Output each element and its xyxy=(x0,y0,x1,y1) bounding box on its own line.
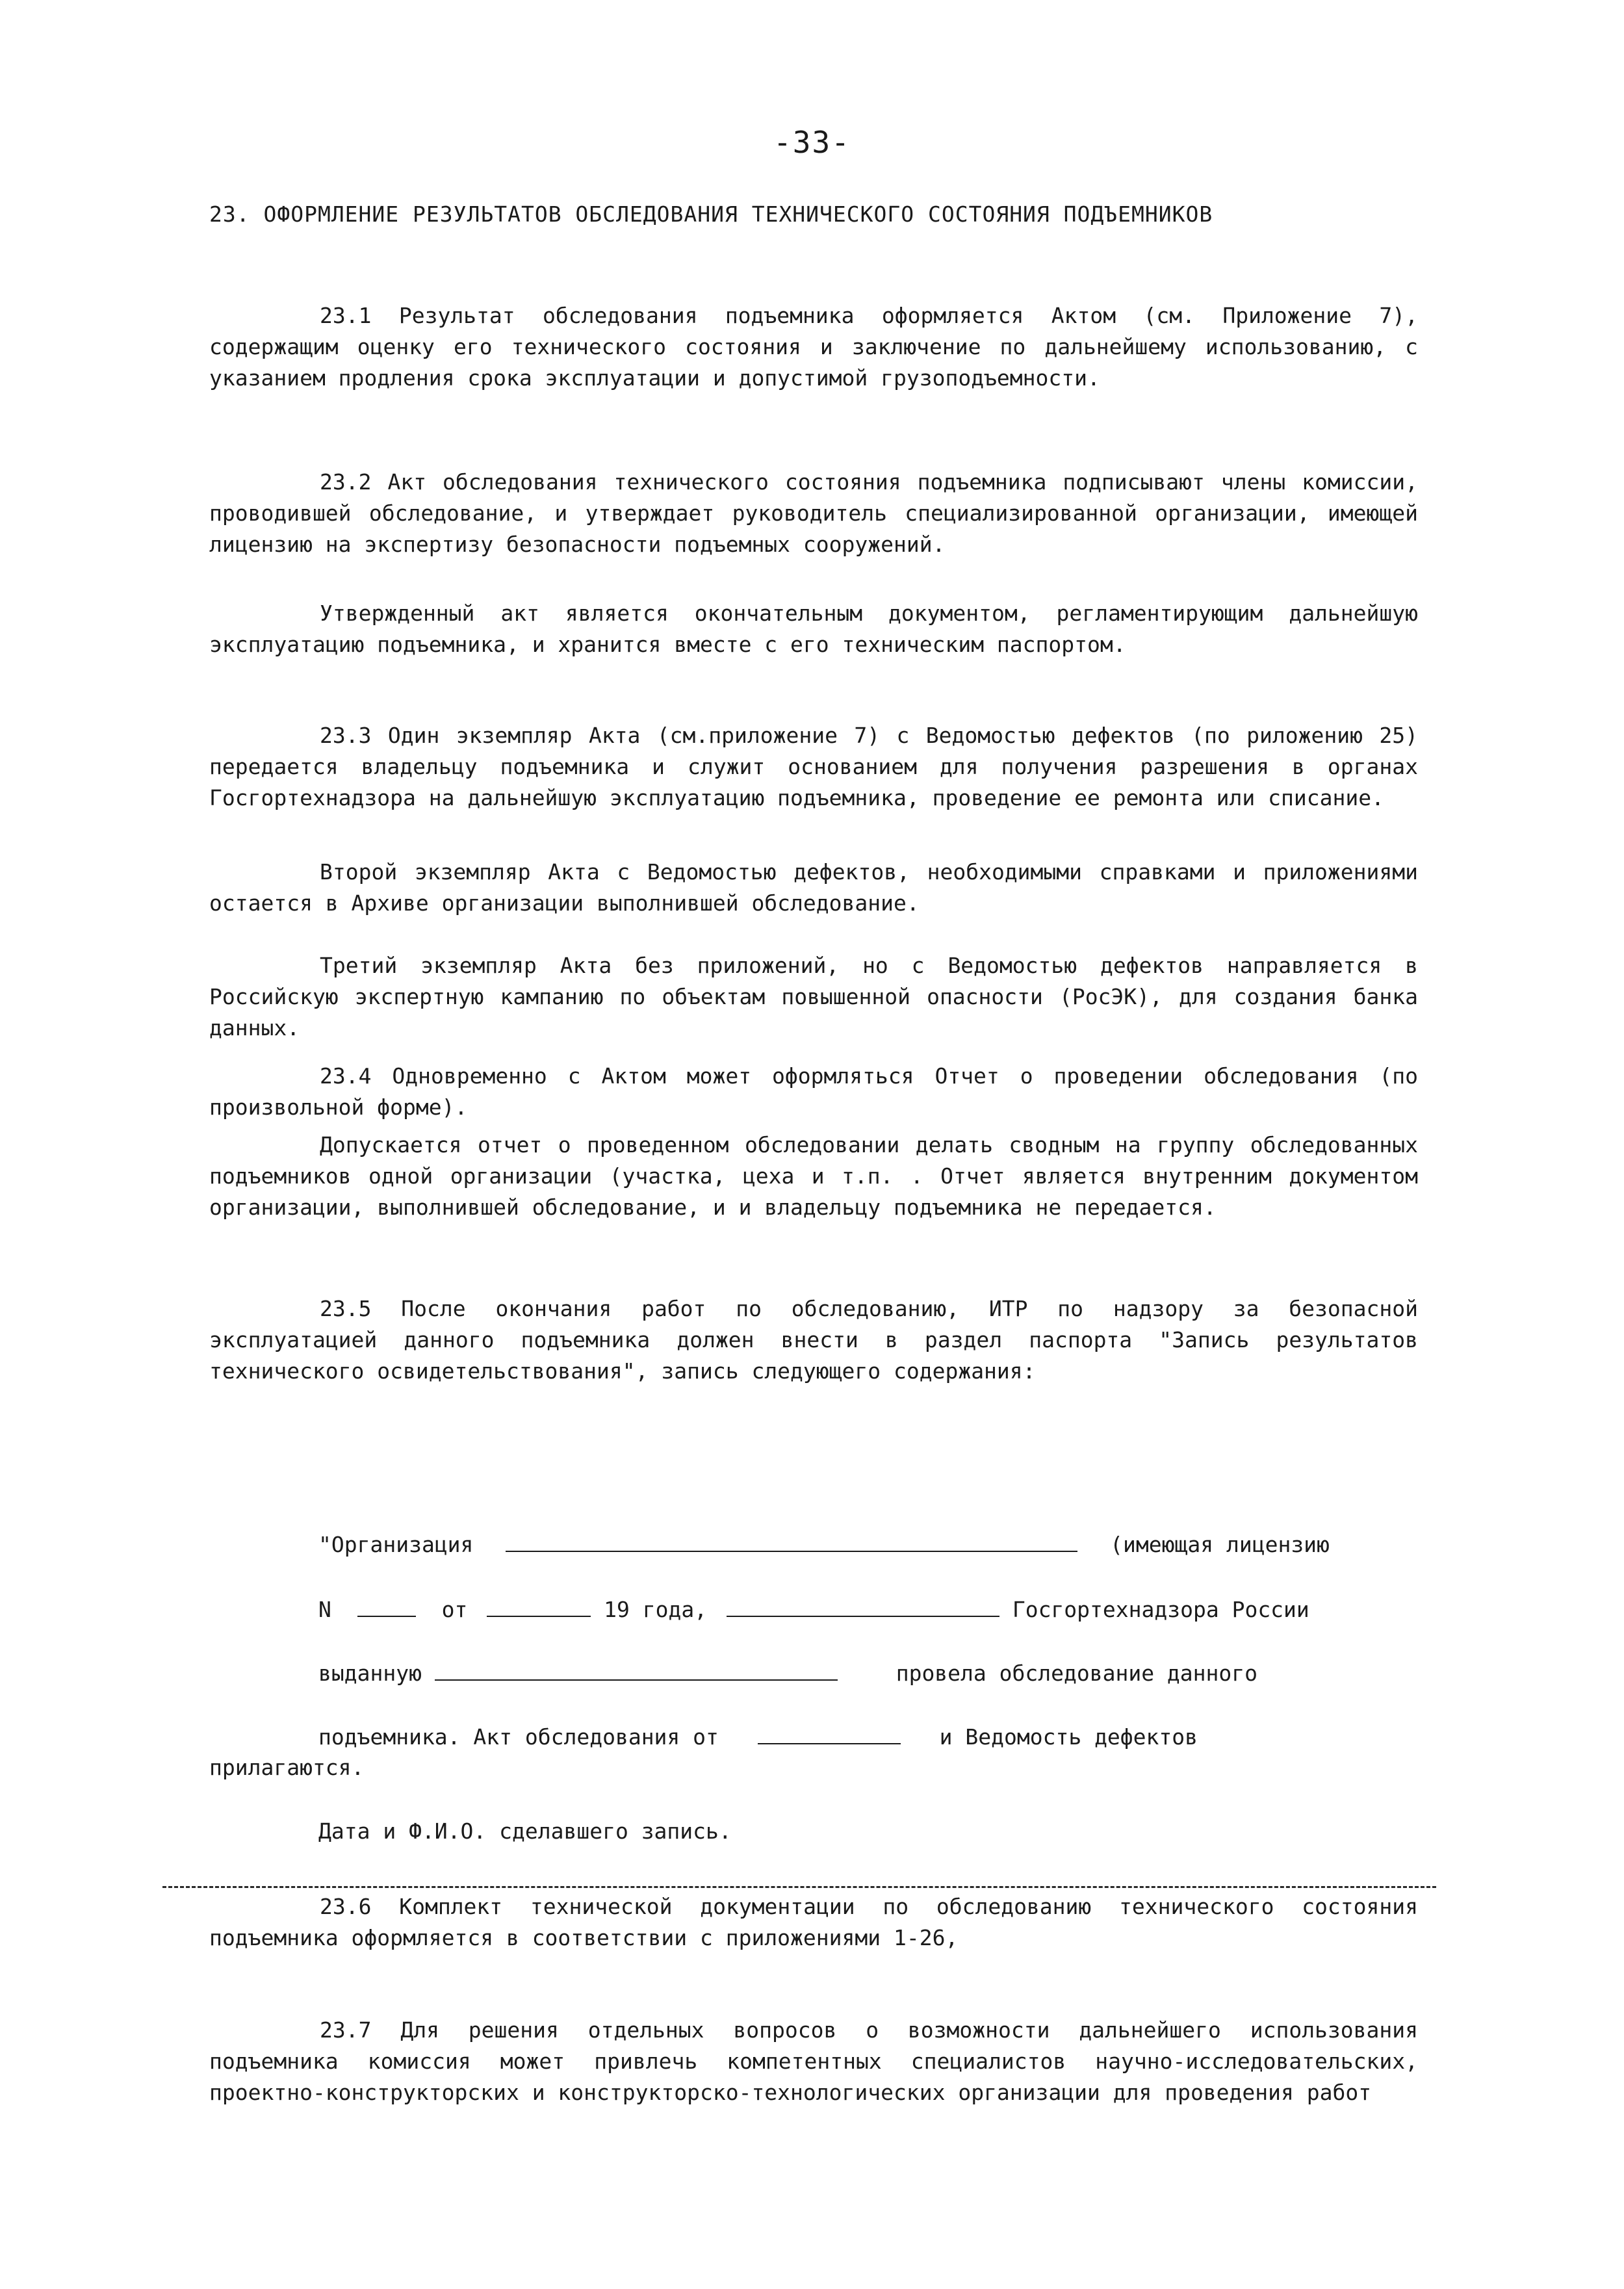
from-label: от xyxy=(441,1597,468,1622)
form-row-license-number xyxy=(318,1594,1309,1625)
date-blank xyxy=(487,1594,591,1617)
paragraph-23-1: 23.1 Результат обследования подъемника оформляется Актом (см. Приложение 7), содержащим оценку его технического состояния и заключение по дальнейшему использованию, с указанием продления срока эксплуатации и допустимой грузоподъемности. xyxy=(209,303,1418,391)
form-row-signature xyxy=(318,1816,732,1847)
number-blank xyxy=(357,1594,416,1617)
form-row-organization xyxy=(318,1529,1330,1560)
form-row-lift-act xyxy=(318,1721,1198,1753)
separator-line xyxy=(162,1886,1436,1888)
paragraph-23-2-approved: Утвержденный акт является окончательным документом, регламентирующим дальнейшую эксплуатацию подъемника, и хранится вместе с его техническим паспортом. xyxy=(209,601,1418,657)
defects-label: и Ведомость дефектов xyxy=(939,1724,1198,1750)
issued-blank xyxy=(435,1657,838,1681)
authority-label: Госгортехнадзора России xyxy=(1012,1597,1309,1622)
paragraph-23-6: 23.6 Комплект технической документации по обследованию технического состояния подъемника оформляется в соответствии с приложениями 1-26, xyxy=(209,1894,1418,1950)
act-date-blank xyxy=(758,1721,901,1744)
authority-blank xyxy=(727,1594,999,1617)
paragraph-23-5: 23.5 После окончания работ по обследованию, ИТР по надзору за безопасной эксплуатацией данного подъемника должен внести в раздел паспорта "Запись результатов технического освидетельствования", запись следующего содержания: xyxy=(209,1296,1418,1384)
year-label: 19 года, xyxy=(604,1597,708,1622)
lift-act-label: подъемника. Акт обследования от xyxy=(318,1724,719,1750)
organization-label: "Организация xyxy=(318,1532,474,1557)
paragraph-23-7: 23.7 Для решения отдельных вопросов о возможности дальнейшего использования подъемника комиссия может привлечь компетентных специалистов научно-исследовательских, проектно-конструкторских и конструкторско-технологических организации для проведения работ xyxy=(209,2017,1418,2105)
paragraph-23-3-second-copy: Второй экземпляр Акта с Ведомостью дефектов, необходимыми справками и приложениями остается в Архиве организации выполнившей обследование. xyxy=(209,859,1418,916)
paragraph-23-2: 23.2 Акт обследования технического состояния подъемника подписывают члены комиссии, проводившей обследование, и утверждает руководитель специализированной организации, имеющей лицензию на экспертизу безопасности подъемных сооружений. xyxy=(209,469,1418,557)
paragraph-23-3: 23.3 Один экземпляр Акта (см.приложение 7) с Ведомостью дефектов (по риложению 25) передается владельцу подъемника и служит основанием для получения разрешения в органах Госгортехнадзора на дальнейшую эксплуатацию подъемника, проведение ее ремонта или списание. xyxy=(209,723,1418,810)
issued-label: выданную xyxy=(318,1661,422,1686)
form-row-attached xyxy=(209,1752,364,1783)
attached-label: прилагаются. xyxy=(209,1755,365,1780)
page-number: -33- xyxy=(773,125,851,160)
paragraph-23-4-report: Допускается отчет о проведенном обследовании делать сводным на группу обследованных подъемников одной организации (участка, цеха и т.п. . Отчет является внутренним документом организации, выполнившей обследование, и и владельцу подъемника не передается. xyxy=(209,1132,1418,1220)
form-row-issued xyxy=(318,1657,1257,1689)
conducted-label: провела обследование данного xyxy=(896,1661,1257,1686)
paragraph-23-3-third-copy: Третий экземпляр Акта без приложений, но с Ведомостью дефектов направляется в Российскую экспертную кампанию по объектам повышенной опасности (РосЭК), для создания банка данных. xyxy=(209,953,1418,1041)
section-heading: 23. ОФОРМЛЕНИЕ РЕЗУЛЬТАТОВ ОБСЛЕДОВАНИЯ ТЕХНИЧЕСКОГО СОСТОЯНИЯ ПОДЪЕМНИКОВ xyxy=(209,201,1213,227)
number-label: N xyxy=(318,1597,331,1622)
license-label: (имеющая лицензию xyxy=(1110,1532,1330,1557)
organization-blank xyxy=(506,1529,1077,1552)
signature-label: Дата и Ф.И.О. сделавшего запись. xyxy=(318,1818,732,1844)
paragraph-23-4: 23.4 Одновременно с Актом может оформляться Отчет о проведении обследования (по произвольной форме). xyxy=(209,1063,1418,1120)
